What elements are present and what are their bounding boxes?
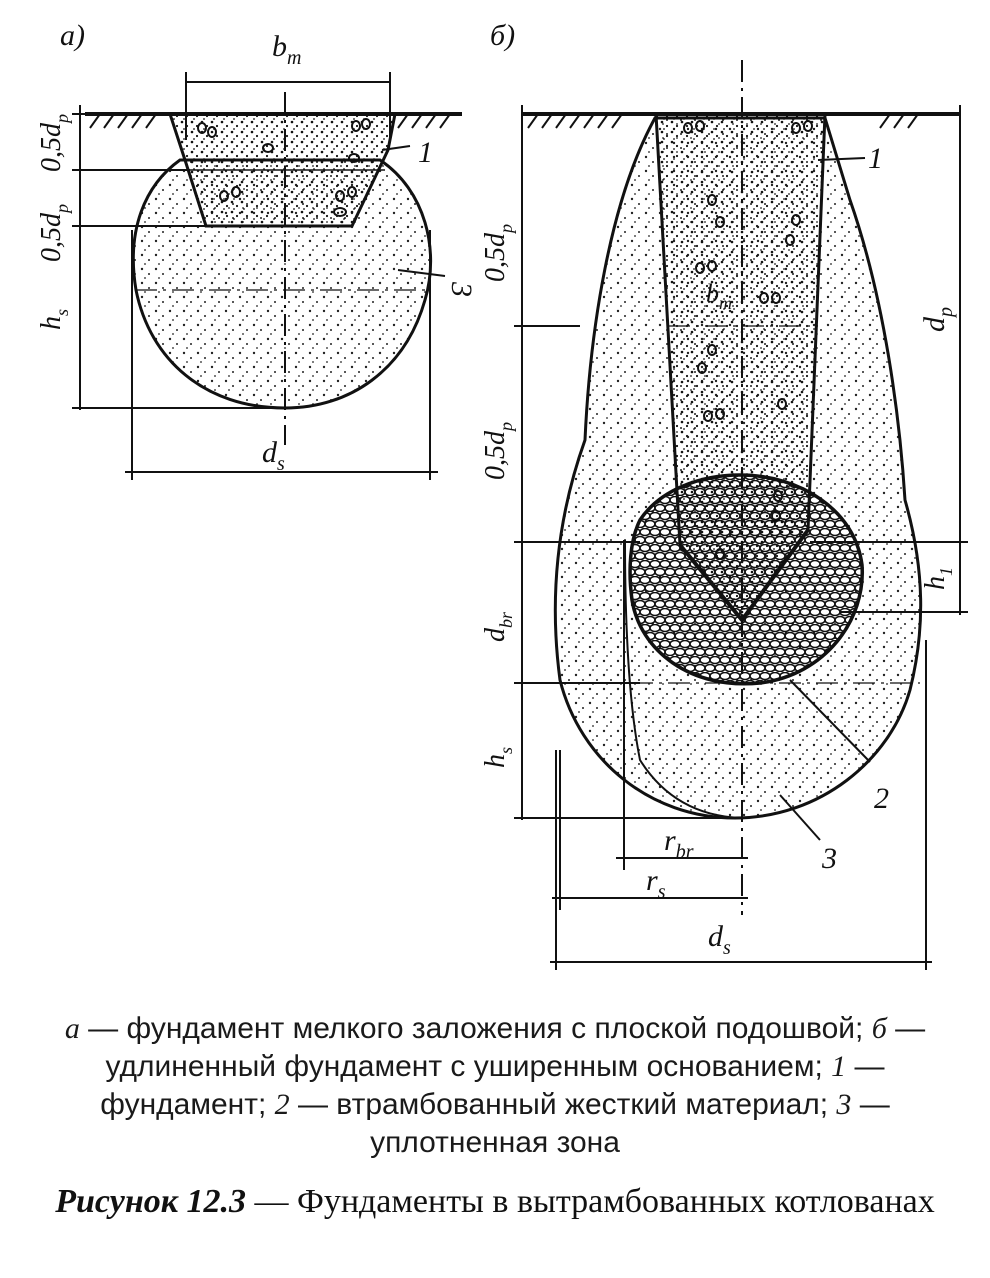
caption-text-2: — втрамбованный жесткий материал; bbox=[289, 1088, 837, 1121]
label-rbr: $r_{br}$ bbox=[664, 824, 694, 863]
panel-b bbox=[480, 19, 968, 970]
label-05dp-top-a: $0,5d_p$ bbox=[36, 114, 72, 172]
label-bm-b: $b_m$ bbox=[706, 279, 732, 313]
label-dp-b: $d_p$ bbox=[918, 307, 957, 332]
label-3-a: 3 bbox=[445, 282, 478, 297]
caption-key-b: б bbox=[871, 1012, 887, 1045]
caption-text-1: — фундамент; bbox=[100, 1050, 885, 1121]
label-dbr: $d_{br}$ bbox=[480, 611, 516, 642]
label-05dp-mid-a: $0,5d_p$ bbox=[36, 204, 72, 262]
label-ds-a: $d_s$ bbox=[262, 436, 285, 475]
label-3-b: 3 bbox=[822, 842, 837, 875]
label-ds-b: $d_s$ bbox=[708, 920, 731, 959]
caption-key-3: 3 bbox=[836, 1088, 852, 1121]
label-2-b: 2 bbox=[874, 782, 889, 815]
caption-text-3: — уплотненная зона bbox=[370, 1088, 890, 1159]
label-05dp-mid-b: $0,5d_p$ bbox=[480, 422, 516, 480]
caption-text-a: — фундамент мелкого заложения с плоской подошвой; bbox=[79, 1012, 872, 1045]
caption-key-2: 2 bbox=[274, 1088, 290, 1121]
caption-key-a: а bbox=[64, 1012, 80, 1045]
caption-key-1: 1 bbox=[831, 1050, 847, 1083]
caption-text-b: — удлиненный фундамент с уширенным основанием; bbox=[105, 1012, 926, 1083]
label-h1: $h_1$ bbox=[920, 567, 956, 590]
figure-caption bbox=[20, 1010, 970, 1162]
label-1-b: 1 bbox=[868, 142, 883, 175]
label-rs: $r_s$ bbox=[646, 864, 666, 903]
figure-title bbox=[20, 1180, 970, 1224]
label-05dp-top-b: $0,5d_p$ bbox=[480, 224, 516, 282]
figure-number: Рисунок 12.3 bbox=[55, 1183, 246, 1220]
panel-a bbox=[36, 19, 478, 480]
label-hs-a: $h_s$ bbox=[36, 308, 72, 330]
panel-a-tag: а) bbox=[60, 19, 85, 52]
label-hs-b: $h_s$ bbox=[480, 746, 516, 768]
label-bm-a: $b_m$ bbox=[272, 30, 302, 69]
panel-b-tag: б) bbox=[490, 19, 516, 52]
label-1-a: 1 bbox=[418, 136, 433, 169]
figure-title-text: — Фундаменты в вытрамбованных котлованах bbox=[245, 1183, 935, 1220]
